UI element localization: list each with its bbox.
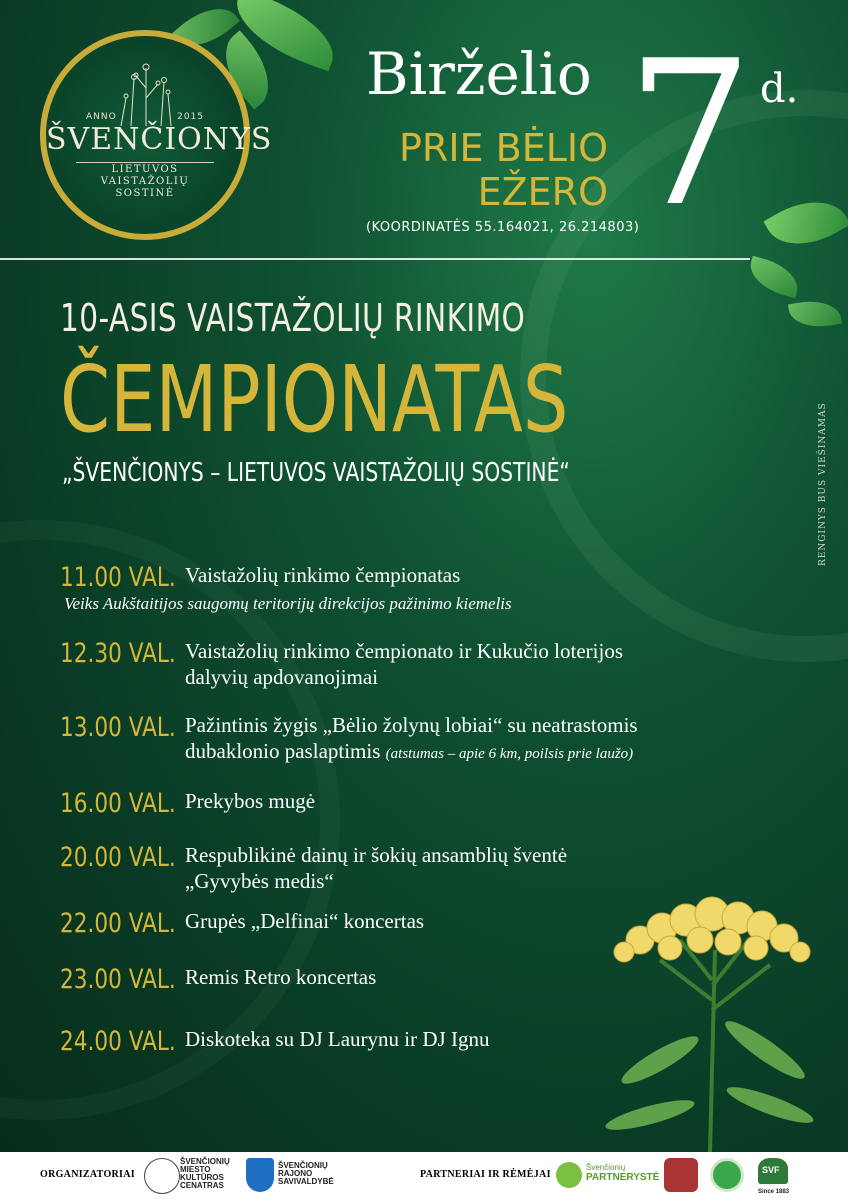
logo-subtitle-line: LIETUVOS [111,164,179,175]
schedule-event [185,562,825,588]
event-month: Birželio [366,40,592,108]
schedule-time: 13.00 VAL. [60,712,176,743]
event-coordinates: (KOORDINATĖS 55.164021, 26.214803) [366,220,640,235]
schedule-event-text: dalyvių apdovanojimai [185,665,379,689]
schedule-event-text: Remis Retro koncertas [185,965,377,989]
organizer-text: KULTŪROS [180,1173,224,1182]
schedule-time: 22.00 VAL. [60,908,176,939]
schedule-event [185,712,825,767]
yarrow-flower-icon [600,890,830,1152]
organizer-municipality [278,1162,334,1186]
logo-anno: ANNO [86,112,117,122]
organizer-text: SAVIVALDYBĖ [278,1177,334,1186]
event-place [368,126,608,214]
schedule-event [185,638,825,690]
organizer-text: RAJONO [278,1169,313,1178]
event-place-line: PRIE BĖLIO [399,126,608,170]
event-day: 7 [626,18,754,251]
schedule-time: 11.00 VAL. [60,562,176,593]
organizer-text: ŠVENČIONIŲ [278,1161,328,1170]
partner-svf-since: Since 1883 [758,1189,790,1195]
partner-svf: SVF [762,1165,780,1175]
culture-centre-logo-icon [144,1158,180,1194]
partner-text: Švenčionių [586,1163,626,1172]
schedule-event-text: Vaistažolių rinkimo čempionatas [185,563,461,587]
sponsors-footer [0,1152,848,1200]
info-centre-icon [710,1158,744,1192]
schedule-time: 12.30 VAL. [60,638,176,669]
event-slogan: „ŠVENČIONYS – LIETUVOS VAISTAŽOLIŲ SOSTINĖ“ [62,458,570,488]
schedule-event-text: Grupės „Delfinai“ koncertas [185,909,425,933]
schedule-event-text: Prekybos mugė [185,789,316,813]
logo-subtitle [46,164,244,200]
schedule-event-text: Pažintinis žygis „Bėlio žolynų lobiai“ su neatrastomis [185,713,638,737]
side-note: RENGINYS BUS VIEŠINAMAS [818,402,828,566]
event-title-main: ČEMPIONATAS [60,346,569,453]
schedule-time: 20.00 VAL. [60,842,176,873]
schedule-time: 23.00 VAL. [60,964,176,995]
schedule-time: 24.00 VAL. [60,1026,176,1057]
schedule-event [185,842,825,894]
logo-year: 2015 [177,112,204,122]
logo-subtitle-line: SOSTINĖ [115,188,175,199]
logo-divider [76,162,214,163]
logo-name: ŠVENČIONYS [46,122,273,157]
event-place-line: EŽERO [477,170,608,214]
organizer-text: ŠVENČIONIŲ [180,1157,230,1166]
schedule-event-text: dubaklonio paslaptimis [185,739,381,763]
schedule-event [185,788,825,814]
partnership-logo-icon [556,1162,582,1188]
schedule-time: 16.00 VAL. [60,788,176,819]
organizers-label: ORGANIZATORIAI [40,1169,135,1180]
herbs-icon [106,58,186,128]
partner-emblem-icon [664,1158,698,1192]
schedule-event-text: „Gyvybės medis“ [185,869,334,893]
logo-subtitle-line: VAISTAŽOLIŲ [100,176,190,187]
organizer-text: CENATRAS [180,1181,224,1190]
schedule-event-text: Respublikinė dainų ir šokių ansamblių šventė [185,843,568,867]
schedule-event-text: Vaistažolių rinkimo čempionato ir Kukučio loterijos [185,639,623,663]
event-day-suffix: d. [760,66,799,112]
organizer-text: MIESTO [180,1165,211,1174]
municipality-coat-of-arms-icon [246,1158,274,1192]
schedule-subnote: Veiks Aukštaitijos saugomų teritorijų direkcijos pažinimo kiemelis [64,594,512,613]
header-divider [0,258,750,260]
event-title-line1: 10-ASIS VAISTAŽOLIŲ RINKIMO [60,296,526,340]
organizer-culture-centre [180,1158,230,1190]
partner-text: PARTNERYSTĖ [586,1172,660,1183]
svencionys-logo [40,30,273,240]
partner-partnership [586,1164,659,1184]
schedule-event-note: (atstumas – apie 6 km, poilsis prie laužo) [385,746,634,762]
schedule-event-text: Diskoteka su DJ Laurynu ir DJ Ignu [185,1027,490,1051]
partners-label: PARTNERIAI IR RĖMĖJAI [420,1169,551,1180]
